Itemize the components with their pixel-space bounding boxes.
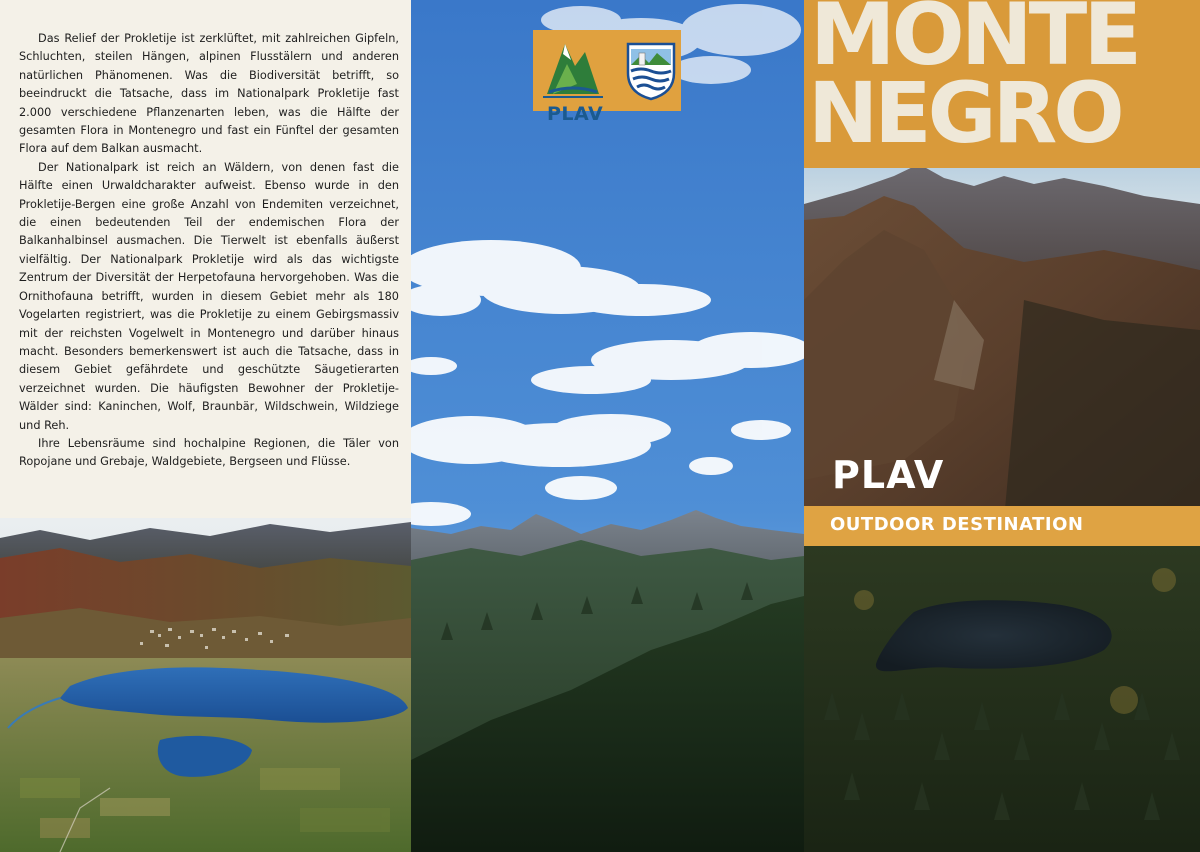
title-monte: MONTE <box>810 0 1139 85</box>
logo-plate <box>533 30 681 125</box>
tagline-band <box>804 506 1200 546</box>
title-negro: NEGRO <box>808 64 1121 162</box>
sky-mountain-photo <box>411 0 804 852</box>
tourism-mountain-logo <box>533 30 613 111</box>
title-band <box>804 0 1200 168</box>
sky-forest-panel <box>411 0 804 852</box>
place-title: PLAV <box>832 453 945 497</box>
text-panel <box>0 0 411 852</box>
paragraph-habitats: Ihre Lebensräume sind hochalpine Regionen, die Täler von Ropojane und Grebaje, Waldgebiete, Bergseen und Flüsse. <box>19 436 399 469</box>
cover-panel <box>804 0 1200 852</box>
paragraph-relief: Das Relief der Prokletije ist zerklüftet, mit zahlreichen Gipfeln, Schluchten, steilen Hängen, alpinen Flusstälern und anderen natürlichen Phänomenen. Was die Biodiversität betrifft, so beeindruckt die Tatsache, dass im Nationalpark Prokletije fast 2.000 verschiedene Pflanzenarten leben, was die Hälfte der gesamten Flora in Montenegro und fast ein Fünftel der gesamten Flora auf dem Balkan ausmacht. <box>19 32 399 156</box>
logo-label: PLAV <box>547 103 604 125</box>
paragraph-forests: Der Nationalpark ist reich an Wäldern, von denen fast die Hälfte einen Urwaldcharakter aufweist. Ebenso wurde in den Prokletije-Bergen eine große Anzahl von Endemiten verzeichnet, die einen bedeutenden Teil der endemischen Flora der Balkanhalbinsel ausmachen. Die Tierwelt ist ebenfalls äußerst vielfältig. Der Nationalpark Prokletije wird als das wichtigste Zentrum der Diversität der Herpetofauna hervorgehoben. Was die Ornithofauna betrifft, wurden in diesem Gebiet mehr als 180 Vogelarten registriert, was die Prokletije zu einem Gebirgsmassiv mit der reichsten Vogelwelt in Montenegro und darüber hinaus macht. Besonders bemerkenswert ist auch die Tatsache, dass in diesem Gebiet gefährdete und geschützte Säugetierarten verzeichnet wurden. Die häufigsten Bewohner der Prokletije-Wälder sind: Kaninchen, Wolf, Braunbär, Wildschwein, Wildziege und Reh. <box>19 160 399 432</box>
tagline-text: OUTDOOR DESTINATION <box>830 514 1084 535</box>
body-copy <box>19 30 399 472</box>
municipal-crest <box>625 41 677 101</box>
valley-lake-photo <box>0 518 411 852</box>
